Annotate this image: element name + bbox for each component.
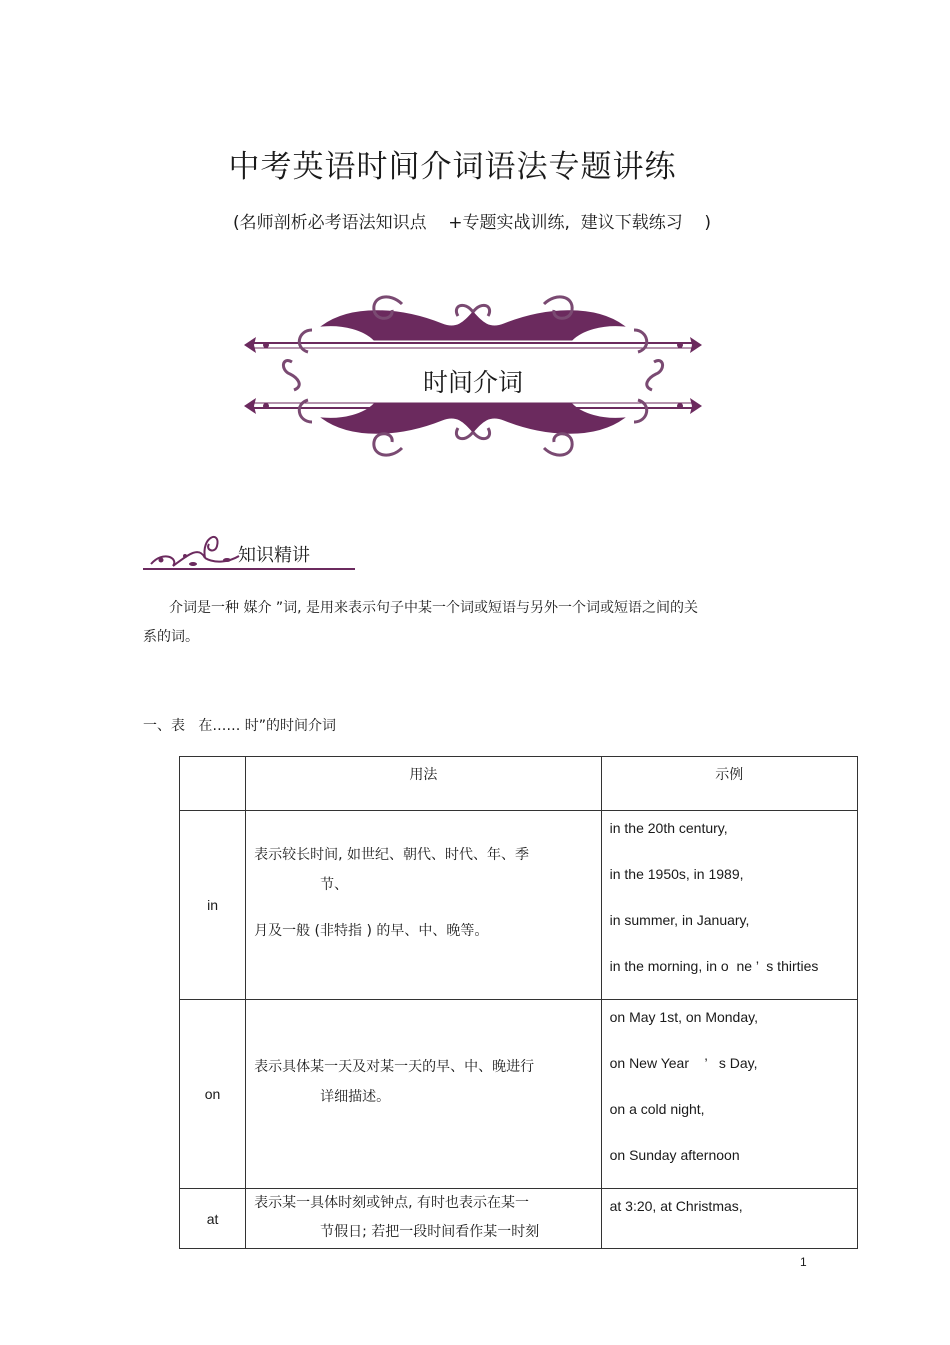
example-line: at 3:20, at Christmas, [609, 1198, 743, 1214]
prep-cell: on [180, 1000, 246, 1189]
prep-cell: in [180, 811, 246, 1000]
usage-line: 表示某一具体时刻或钟点, 有时也表示在某一 [254, 1195, 529, 1211]
intro-line-2: 系的词。 [143, 629, 199, 645]
usage-cell [246, 811, 602, 1000]
examples-cell [601, 811, 857, 1000]
usage-line: 节假日; 若把一段时间看作某一时刻 [320, 1224, 540, 1240]
banner-label: 时间介词 [422, 368, 523, 397]
intro-line-1: 介词是一种 媒介 ”词, 是用来表示句子中某一个词或短语与另外一个词或短语之间的关 [169, 600, 699, 616]
page-number: 1 [800, 1255, 807, 1269]
usage-cell [246, 1000, 602, 1189]
header-cell-blank [180, 757, 246, 811]
section-title: 知识精讲 [238, 545, 310, 566]
usage-cell [246, 1189, 602, 1249]
examples-cell [601, 1189, 857, 1249]
document-title: 中考英语时间介词语法专题讲练 [228, 149, 677, 185]
usage-line: 表示具体某一天及对某一天的早、中、晚进行 [254, 1059, 535, 1075]
usage-line: 表示较长时间, 如世纪、朝代、时代、年、季 [254, 847, 529, 863]
example-line: in summer, in January, [609, 912, 750, 928]
usage-line: 详细描述。 [320, 1089, 391, 1105]
header-cell-examples: 示例 [601, 757, 857, 811]
subsection-heading: 一、表 在…… 时”的时间介词 [143, 718, 337, 734]
example-line: in the 1950s, in 1989, [609, 866, 744, 882]
example-line: on New Year ’ s Day, [609, 1055, 758, 1071]
example-line: on a cold night, [609, 1101, 705, 1117]
examples-cell [601, 1000, 857, 1189]
header-cell-usage: 用法 [246, 757, 602, 811]
intro-paragraph [143, 594, 783, 652]
usage-line: 节、 [320, 877, 349, 893]
example-line: on May 1st, on Monday, [609, 1009, 758, 1025]
usage-line: 月及一般 (非特指 ) 的早、中、晚等。 [254, 923, 489, 939]
table-row [180, 1000, 858, 1189]
preposition-table [179, 756, 858, 1249]
table-header-row [180, 757, 858, 811]
prep-cell: at [180, 1189, 246, 1249]
example-line: on Sunday afternoon [609, 1147, 740, 1163]
table-row [180, 811, 858, 1000]
example-line: in the morning, in o ne ’ s thirties [609, 958, 819, 974]
document-subtitle: (名师剖析必考语法知识点 +专题实战训练, 建议下载练习 ) [233, 213, 711, 233]
table-row [180, 1189, 858, 1249]
example-line: in the 20th century, [609, 820, 728, 836]
